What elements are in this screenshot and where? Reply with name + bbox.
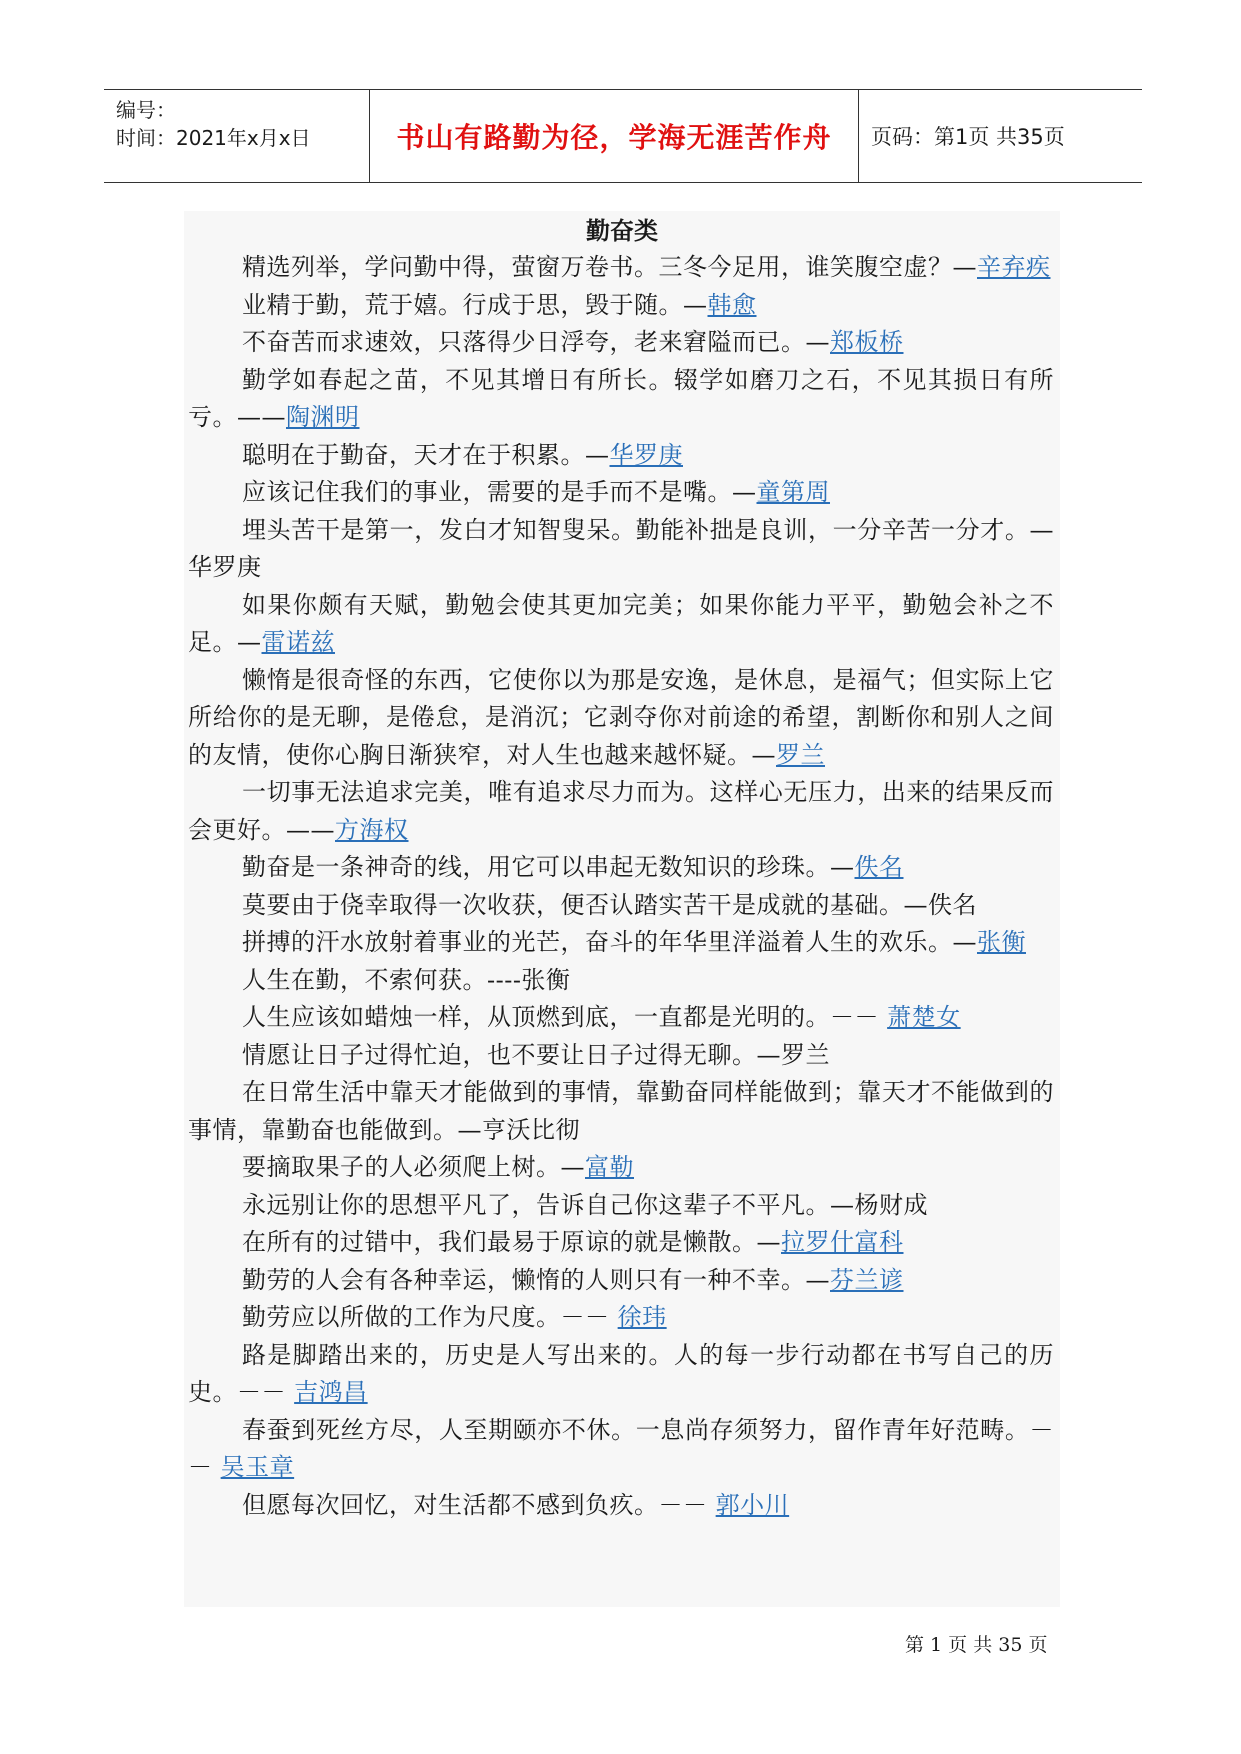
author-link[interactable]: 萧楚女 <box>887 1003 961 1031</box>
quote-text: 勤奋是一条神奇的线，用它可以串起无数知识的珍珠。— <box>242 853 855 881</box>
quote-text: 应该记住我们的事业，需要的是手而不是嘴。— <box>242 478 757 506</box>
author-link[interactable]: 富勒 <box>585 1153 634 1181</box>
header-info <box>104 90 369 182</box>
quote-paragraph <box>184 587 1060 662</box>
quote-text: 不奋苦而求速效，只落得少日浮夸，老来窘隘而已。— <box>242 328 830 356</box>
quote-paragraph <box>184 1412 1060 1487</box>
quote-text: 拼搏的汗水放射着事业的光芒，奋斗的年华里洋溢着人生的欢乐。— <box>242 928 977 956</box>
quote-list <box>184 249 1060 1524</box>
page-header <box>104 89 1142 183</box>
author-link[interactable]: 陶渊明 <box>286 403 360 431</box>
quote-text: 勤劳的人会有各种幸运，懒惰的人则只有一种不幸。— <box>242 1265 830 1294</box>
quote-text: 莫要由于侥幸取得一次收获，便否认踏实苦干是成就的基础。—佚名 <box>242 890 977 919</box>
author-link[interactable]: 吴玉章 <box>220 1453 295 1481</box>
author-link[interactable]: 辛弃疾 <box>977 253 1051 281</box>
quote-paragraph <box>184 1187 1060 1225</box>
quote-text: 业精于勤，荒于嬉。行成于思，毁于随。— <box>242 290 708 319</box>
quote-paragraph <box>184 1037 1060 1075</box>
quote-paragraph <box>184 1487 1060 1525</box>
quote-text: 人生应该如蜡烛一样，从顶燃到底，一直都是光明的。－－ <box>242 1003 888 1031</box>
quote-paragraph <box>184 1149 1060 1187</box>
quote-paragraph <box>184 1337 1060 1412</box>
quote-paragraph <box>184 474 1060 512</box>
quote-text: 勤劳应以所做的工作为尺度。－－ <box>242 1303 618 1331</box>
author-link[interactable]: 罗兰 <box>776 740 825 769</box>
author-link[interactable]: 徐玮 <box>617 1303 667 1331</box>
quote-paragraph <box>184 324 1060 362</box>
time-label: 时间：2021年x月x日 <box>116 126 311 150</box>
quote-text: 精选列举，学问勤中得，萤窗万卷书。三冬今足用，谁笑腹空虚？— <box>242 253 977 281</box>
quote-text: 在所有的过错中，我们最易于原谅的就是懒散。— <box>242 1228 781 1256</box>
quote-paragraph <box>184 887 1060 925</box>
quote-paragraph <box>184 962 1060 1000</box>
quote-paragraph <box>184 287 1060 325</box>
author-link[interactable]: 张衡 <box>977 928 1026 956</box>
document-title: 勤奋类 <box>586 217 658 245</box>
quote-paragraph <box>184 1074 1060 1149</box>
author-link[interactable]: 佚名 <box>854 853 904 881</box>
quote-text: 聪明在于勤奋，天才在于积累。— <box>242 440 610 469</box>
header-page-cell <box>859 90 1142 182</box>
quote-paragraph <box>184 999 1060 1037</box>
author-link[interactable]: 雷诺兹 <box>261 628 335 656</box>
quote-paragraph <box>184 249 1060 287</box>
quote-text: 埋头苦干是第一，发白才知智叟呆。勤能补拙是良训，一分辛苦一分才。—华罗庚 <box>188 515 1054 581</box>
document-body <box>184 211 1060 1607</box>
quote-paragraph <box>184 1299 1060 1337</box>
author-link[interactable]: 韩愈 <box>707 290 757 319</box>
author-link[interactable]: 芬兰谚 <box>830 1265 904 1294</box>
quote-paragraph <box>184 774 1060 849</box>
quote-text: 勤学如春起之苗，不见其增日有所长。辍学如磨刀之石，不见其损日有所亏。—— <box>188 365 1054 431</box>
quote-paragraph <box>184 1262 1060 1300</box>
quote-text: 路是脚踏出来的，历史是人写出来的。人的每一步行动都在书写自己的历史。－－ <box>188 1340 1054 1406</box>
quote-text: 人生在勤，不索何获。----张衡 <box>242 965 571 994</box>
quote-paragraph <box>184 437 1060 475</box>
header-page-label: 页码：第1页 共35页 <box>871 125 1065 149</box>
quote-paragraph <box>184 512 1060 587</box>
quote-text: 永远别让你的思想平凡了，告诉自己你这辈子不平凡。—杨财成 <box>242 1190 928 1219</box>
quote-text: 懒惰是很奇怪的东西，它使你以为那是安逸，是休息，是福气；但实际上它所给你的是无聊，是倦怠，是消沉；它剥夺你对前途的希望，割断你和别人之间的友情，使你心胸日渐狭窄，对人生也越来越怀疑。— <box>188 665 1054 769</box>
header-motto-cell <box>369 90 859 182</box>
quote-paragraph <box>184 924 1060 962</box>
author-link[interactable]: 郭小川 <box>715 1490 790 1519</box>
serial-label: 编号： <box>116 98 176 122</box>
author-link[interactable]: 华罗庚 <box>609 440 683 469</box>
quote-paragraph <box>184 1224 1060 1262</box>
quote-text: 情愿让日子过得忙迫，也不要让日子过得无聊。—罗兰 <box>242 1040 830 1069</box>
author-link[interactable]: 吉鸿昌 <box>294 1378 368 1406</box>
quote-paragraph <box>184 362 1060 437</box>
quote-text: 一切事无法追求完美，唯有追求尽力而为。这样心无压力，出来的结果反而会更好。—— <box>188 778 1054 844</box>
quote-text: 如果你颇有天赋，勤勉会使其更加完美；如果你能力平平，勤勉会补之不足。— <box>188 590 1054 656</box>
author-link[interactable]: 方海权 <box>335 815 409 844</box>
quote-text: 要摘取果子的人必须爬上树。— <box>242 1153 585 1181</box>
quote-text: 春蚕到死丝方尽，人至期颐亦不休。一息尚存须努力，留作青年好范畴。－－ <box>188 1415 1054 1481</box>
author-link[interactable]: 拉罗什富科 <box>781 1228 904 1256</box>
author-link[interactable]: 童第周 <box>756 478 830 506</box>
quote-paragraph <box>184 662 1060 775</box>
quote-text: 但愿每次回忆，对生活都不感到负疚。－－ <box>242 1490 716 1519</box>
page-footer: 第 1 页 共 35 页 <box>905 1634 1048 1656</box>
quote-text: 在日常生活中靠天才能做到的事情，靠勤奋同样能做到；靠天才不能做到的事情，靠勤奋也能做到。—亨沃比彻 <box>188 1078 1054 1144</box>
quote-paragraph <box>184 849 1060 887</box>
header-motto: 书山有路勤为径，学海无涯苦作舟 <box>396 121 832 154</box>
author-link[interactable]: 郑板桥 <box>830 328 904 356</box>
